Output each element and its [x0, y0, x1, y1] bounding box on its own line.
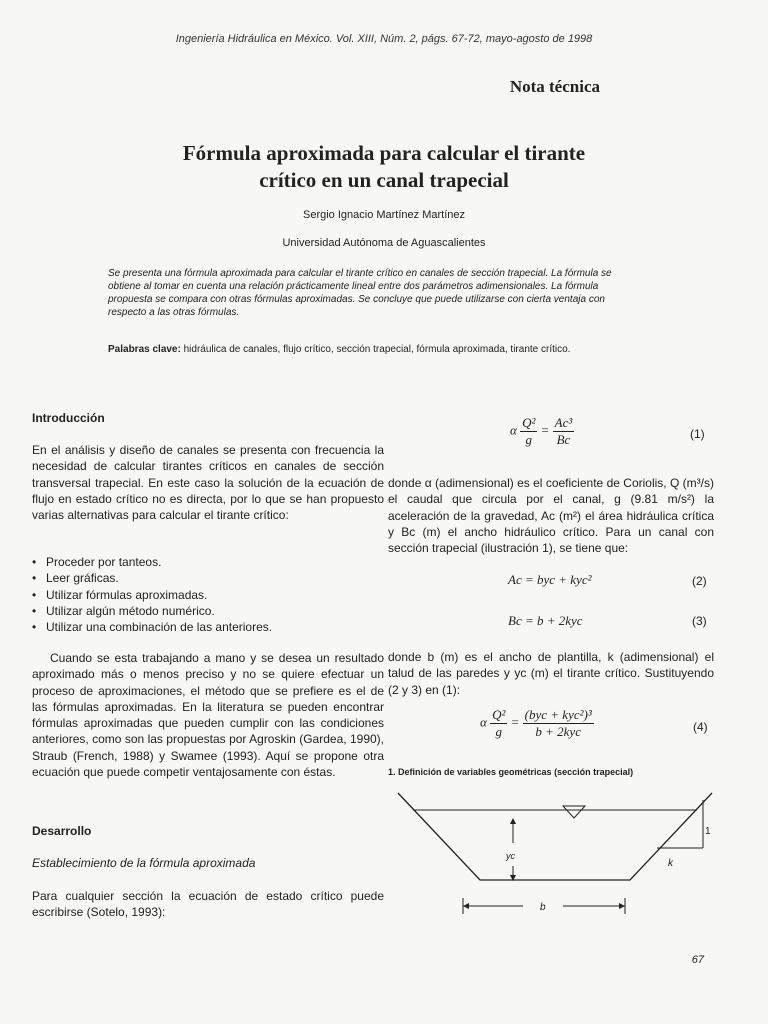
right-paragraph-2: donde b (m) es el ancho de plantilla, k (adimensional) el talud de las paredes y yc (m) el tirante crítico. Sustituyendo (2 y 3) en (1): [388, 650, 714, 697]
list-item: • Utilizar fórmulas aproximadas. [32, 587, 384, 603]
label-yc: yc [506, 851, 515, 861]
label-k: k [668, 858, 673, 869]
list-item: • Leer gráficas. [32, 570, 384, 586]
dev-subheading: Establecimiento de la fórmula aproximada [32, 856, 256, 870]
abstract: Se presenta una fórmula aproximada para calcular el tirante crítico en canales de sección trapecial. La fórmula se obtiene al tomar en cuenta una relación prácticamente lineal entre dos parámetros adimensionales. La fórmula propuesta se compara con otras fórmulas aproximadas. Se concluye que puede utilizarse con cierta ventaja con respecto a las otras fórmulas. [108, 268, 612, 318]
keywords-text: hidráulica de canales, flujo crítico, sección trapecial, fórmula aproximada, tirante crítico. [180, 344, 571, 355]
equation-2: Ac = byc + kyc² [508, 572, 592, 587]
journal-header: Ingeniería Hidráulica en México. Vol. XIII, Núm. 2, págs. 67-72, mayo-agosto de 1998 [175, 33, 593, 45]
equation-3-number: (3) [692, 614, 707, 628]
title-line-2: crítico en un canal trapecial [259, 168, 509, 192]
keywords [108, 343, 616, 356]
b-arrow-left [463, 903, 469, 909]
author: Sergio Ignacio Martínez Martínez [302, 209, 466, 221]
figure-caption: 1. Definición de variables geométricas (sección trapecial) [388, 767, 634, 777]
list-item: • Proceder por tanteos. [32, 554, 384, 570]
title-line-1: Fórmula aproximada para calcular el tirante [182, 141, 586, 165]
section-type: Nota técnica [509, 77, 600, 96]
equation-4: α $\frac{\text{Q²}}{g}$ = $\frac{\text{(byc + kyc²)³}}{\text{b + 2kyc}}$ [480, 707, 592, 739]
affiliation: Universidad Autónoma de Aguascalientes [282, 237, 486, 249]
trapezoid-figure [385, 788, 720, 923]
label-one: 1 [705, 826, 711, 837]
equation-3: Bc = b + 2kyc [508, 613, 583, 628]
b-arrow-right [619, 903, 625, 909]
equation-1-number: (1) [690, 427, 705, 441]
label-b: b [540, 902, 546, 913]
equation-4-number: (4) [693, 720, 708, 734]
equation-2-number: (2) [692, 574, 707, 588]
dev-paragraph-1: Para cualquier sección la ecuación de estado crítico puede escribirse (Sotelo, 1993): [32, 889, 384, 920]
bullet-list [32, 554, 384, 635]
intro-paragraph-2: Cuando se esta trabajando a mano y se desea un resultado aproximado más o menos preciso y no se quiere efectuar un proceso de aproximaciones, el método que se prefiere es el de las fórmulas aproximadas. En la literatura se pueden encontrar fórmulas aproximadas que pueden cumplir con las condiciones anteriores, como son las propuestas por Agroskin (Gardea, 1990), Straub (French, 1988) y Swamee (1993). Aquí se propone otra ecuación que puede competir ventajosamente con éstas. [32, 651, 384, 780]
list-item: • Utilizar algún método numérico. [32, 603, 384, 619]
channel-outline [398, 793, 712, 880]
dev-heading: Desarrollo [32, 824, 92, 838]
right-paragraph-1: donde α (adimensional) es el coeficiente de Coriolis, Q (m³/s) el caudal que circula por el canal, g (9.81 m/s²) la aceleración de la gravedad, Ac (m²) el área hidráulica crítica y Bc (m) el ancho hidráulico crítico. Para un canal con sección trapecial (ilustración 1), se tiene que: [388, 476, 714, 556]
yc-arrow-head-top [510, 818, 516, 824]
list-item: • Utilizar una combinación de las anteriores. [32, 619, 384, 635]
keywords-label: Palabras clave: [108, 344, 181, 355]
paper-title [100, 140, 668, 194]
page-number: 67 [691, 954, 704, 966]
intro-heading: Introducción [32, 411, 105, 425]
equation-1: α $\frac{\text{Q²}}{g}$ = $\frac{\text{Ac³}}{Bc}$ [510, 415, 573, 447]
water-level-marker [563, 806, 585, 818]
intro-paragraph-1: En el análisis y diseño de canales se presenta con frecuencia la necesidad de calcular tirantes críticos en canales de sección transversal trapecial. En este caso la solución de la ecuación de flujo en estado crítico no es directa, por lo que se han propuesto varias alternativas para calcular el tirante crítico: [32, 443, 384, 523]
